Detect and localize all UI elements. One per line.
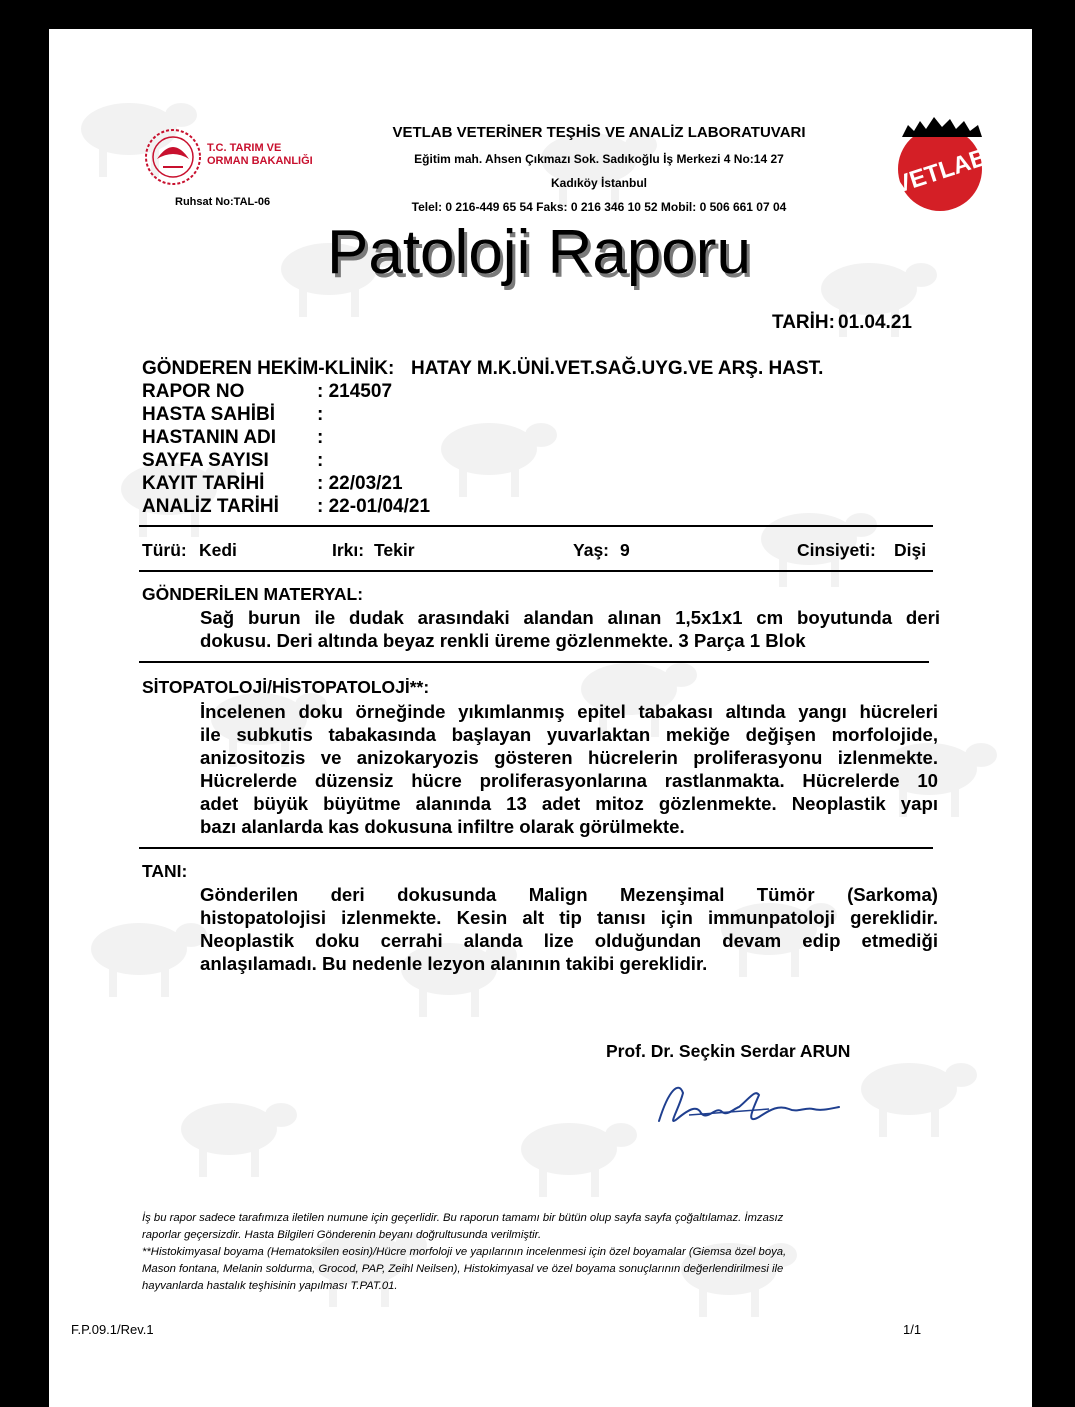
material-line-1: Sağ burun ile dudak arasındaki alandan alınan 1,5x1x1 cm boyutunda deri [200,607,940,628]
divider-info [139,525,933,527]
species-label: Türü: [142,540,187,560]
divider-animal [139,570,933,572]
page-count-label: SAYFA SAYISI [142,450,269,471]
footer-note-4: Mason fontana, Melanin soldurma, Grocod, PAP, Zeihl Neilsen), Histokimyasal ve özel boyama sonuçlarının değerlendirilmesi ile [142,1263,784,1275]
lab-name: VETLAB VETERİNER TEŞHİS VE ANALİZ LABORATUVARI [392,124,806,141]
lab-address-1: Eğitim mah. Ahsen Çıkmazı Sok. Sadıkoğlu İş Merkezi 4 No:14 27 [414,152,784,166]
histo-line-6: bazı alanlarda kas dokusuna infiltre olarak görülmekte. [200,816,685,837]
footer-note-1: İş bu rapor sadece tarafımıza iletilen numune için geçerlidir. Bu raporun tamamı bir bütün olup sayfa sayfa çoğaltılamaz. İmzasız [142,1212,784,1224]
material-line-2: dokusu. Deri altında beyaz renkli üreme gözlenmekte. 3 Parça 1 Blok [200,630,806,651]
date-value: 01.04.21 [838,312,912,333]
histo-line-4: Hücrelerde düzensiz hücre proliferasyonlarına rastlanmakta. Hücrelerde 10 [200,770,938,791]
analysis-date-label: ANALİZ TARİHİ [142,496,279,517]
page-count-value: : [317,450,324,471]
report-page [49,29,1032,1407]
report-no-label: RAPOR NO [142,381,245,402]
sender-value: HATAY M.K.ÜNİ.VET.SAĞ.UYG.VE ARŞ. HAST. [411,358,824,379]
species-value: Kedi [199,540,237,560]
age-label: Yaş: [573,540,609,560]
lab-phones: Telel: 0 216-449 65 54 Faks: 0 216 346 10 52 Mobil: 0 506 661 07 04 [411,200,787,214]
histo-heading: SİTOPATOLOJİ/HİSTOPATOLOJİ**: [142,677,430,697]
patient-name-value: : [317,427,324,448]
vetlab-logo-text: VETLAB [890,143,991,200]
signature-icon [649,1069,849,1139]
histo-line-3: anizositozis ve anizokaryozis gösteren hücrelerin proliferasyonu izlenmekte. [200,747,938,768]
analysis-date-value: : 22-01/04/21 [317,496,431,517]
breed-label: Irkı: [332,540,365,560]
footer-note-5: hayvanlarda hastalık teşhisinin yapılması T.PAT.01. [142,1280,398,1292]
vetlab-logo-icon [884,109,996,215]
ministry-name-line2: ORMAN BAKANLIĞI [207,155,313,167]
form-code: F.P.09.1/Rev.1 [71,1322,154,1337]
footer-note-2: raporlar geçersizdir. Hasta Bilgileri Gönderenin beyanı doğrultusunda verilmiştir. [142,1229,542,1241]
divider-histo [139,847,933,849]
ministry-name-line1: T.C. TARIM VE [207,142,282,154]
diagnosis-line-2: histopatolojisi izlenmekte. Kesin alt tip tanısı için immunpatoloji gereklidir. [200,907,938,928]
lab-address-2: Kadıköy İstanbul [550,176,648,190]
material-heading: GÖNDERİLEN MATERYAL: [142,584,364,604]
ministry-emblem-icon [143,127,203,187]
sex-label: Cinsiyeti: [797,540,876,560]
diagnosis-line-4: anlaşılamadı. Bu nedenle lezyon alanının takibi gereklidir. [200,953,708,974]
report-no-value: : 214507 [317,381,393,402]
registration-date-label: KAYIT TARİHİ [142,473,265,494]
date-label: TARİH: [772,312,835,333]
histo-line-2: ile subkutis tabakasında başlayan yuvarlaktan mekiğe değişen morfolojide, [200,724,938,745]
diagnosis-heading: TANI: [142,861,188,881]
breed-value: Tekir [374,540,415,560]
license-number: Ruhsat No:TAL-06 [175,196,271,208]
diagnosis-line-3: Neoplastik doku cerrahi alanda lize olduğundan devam edip etmediği [200,930,938,951]
diagnosis-line-1: Gönderilen deri dokusunda Malign Mezenşimal Tümör (Sarkoma) [200,884,938,905]
signatory-name: Prof. Dr. Seçkin Serdar ARUN [606,1041,851,1061]
report-title: Patoloji Raporu [327,218,751,287]
histo-line-5: adet büyük büyütme alanında 13 adet mitoz gözlenmekte. Neoplastik yapı [200,793,938,814]
owner-value: : [317,404,324,425]
sex-value: Dişi [894,540,927,560]
page-number: 1/1 [903,1322,922,1337]
owner-label: HASTA SAHİBİ [142,404,275,425]
registration-date-value: : 22/03/21 [317,473,403,494]
divider-material [139,661,929,663]
footer-note-3: **Histokimyasal boyama (Hematoksilen eosin)/Hücre morfoloji ve yapılarının incelenmesi için özel boyamalar (Giemsa özel boya, [142,1246,787,1258]
age-value: 9 [620,540,630,560]
patient-name-label: HASTANIN ADI [142,427,277,448]
histo-line-1: İncelenen doku örneğinde yıkımlanmış epitel tabakası altında yangı hücreleri [200,701,938,722]
sender-label: GÖNDEREN HEKİM-KLİNİK: [142,358,395,379]
